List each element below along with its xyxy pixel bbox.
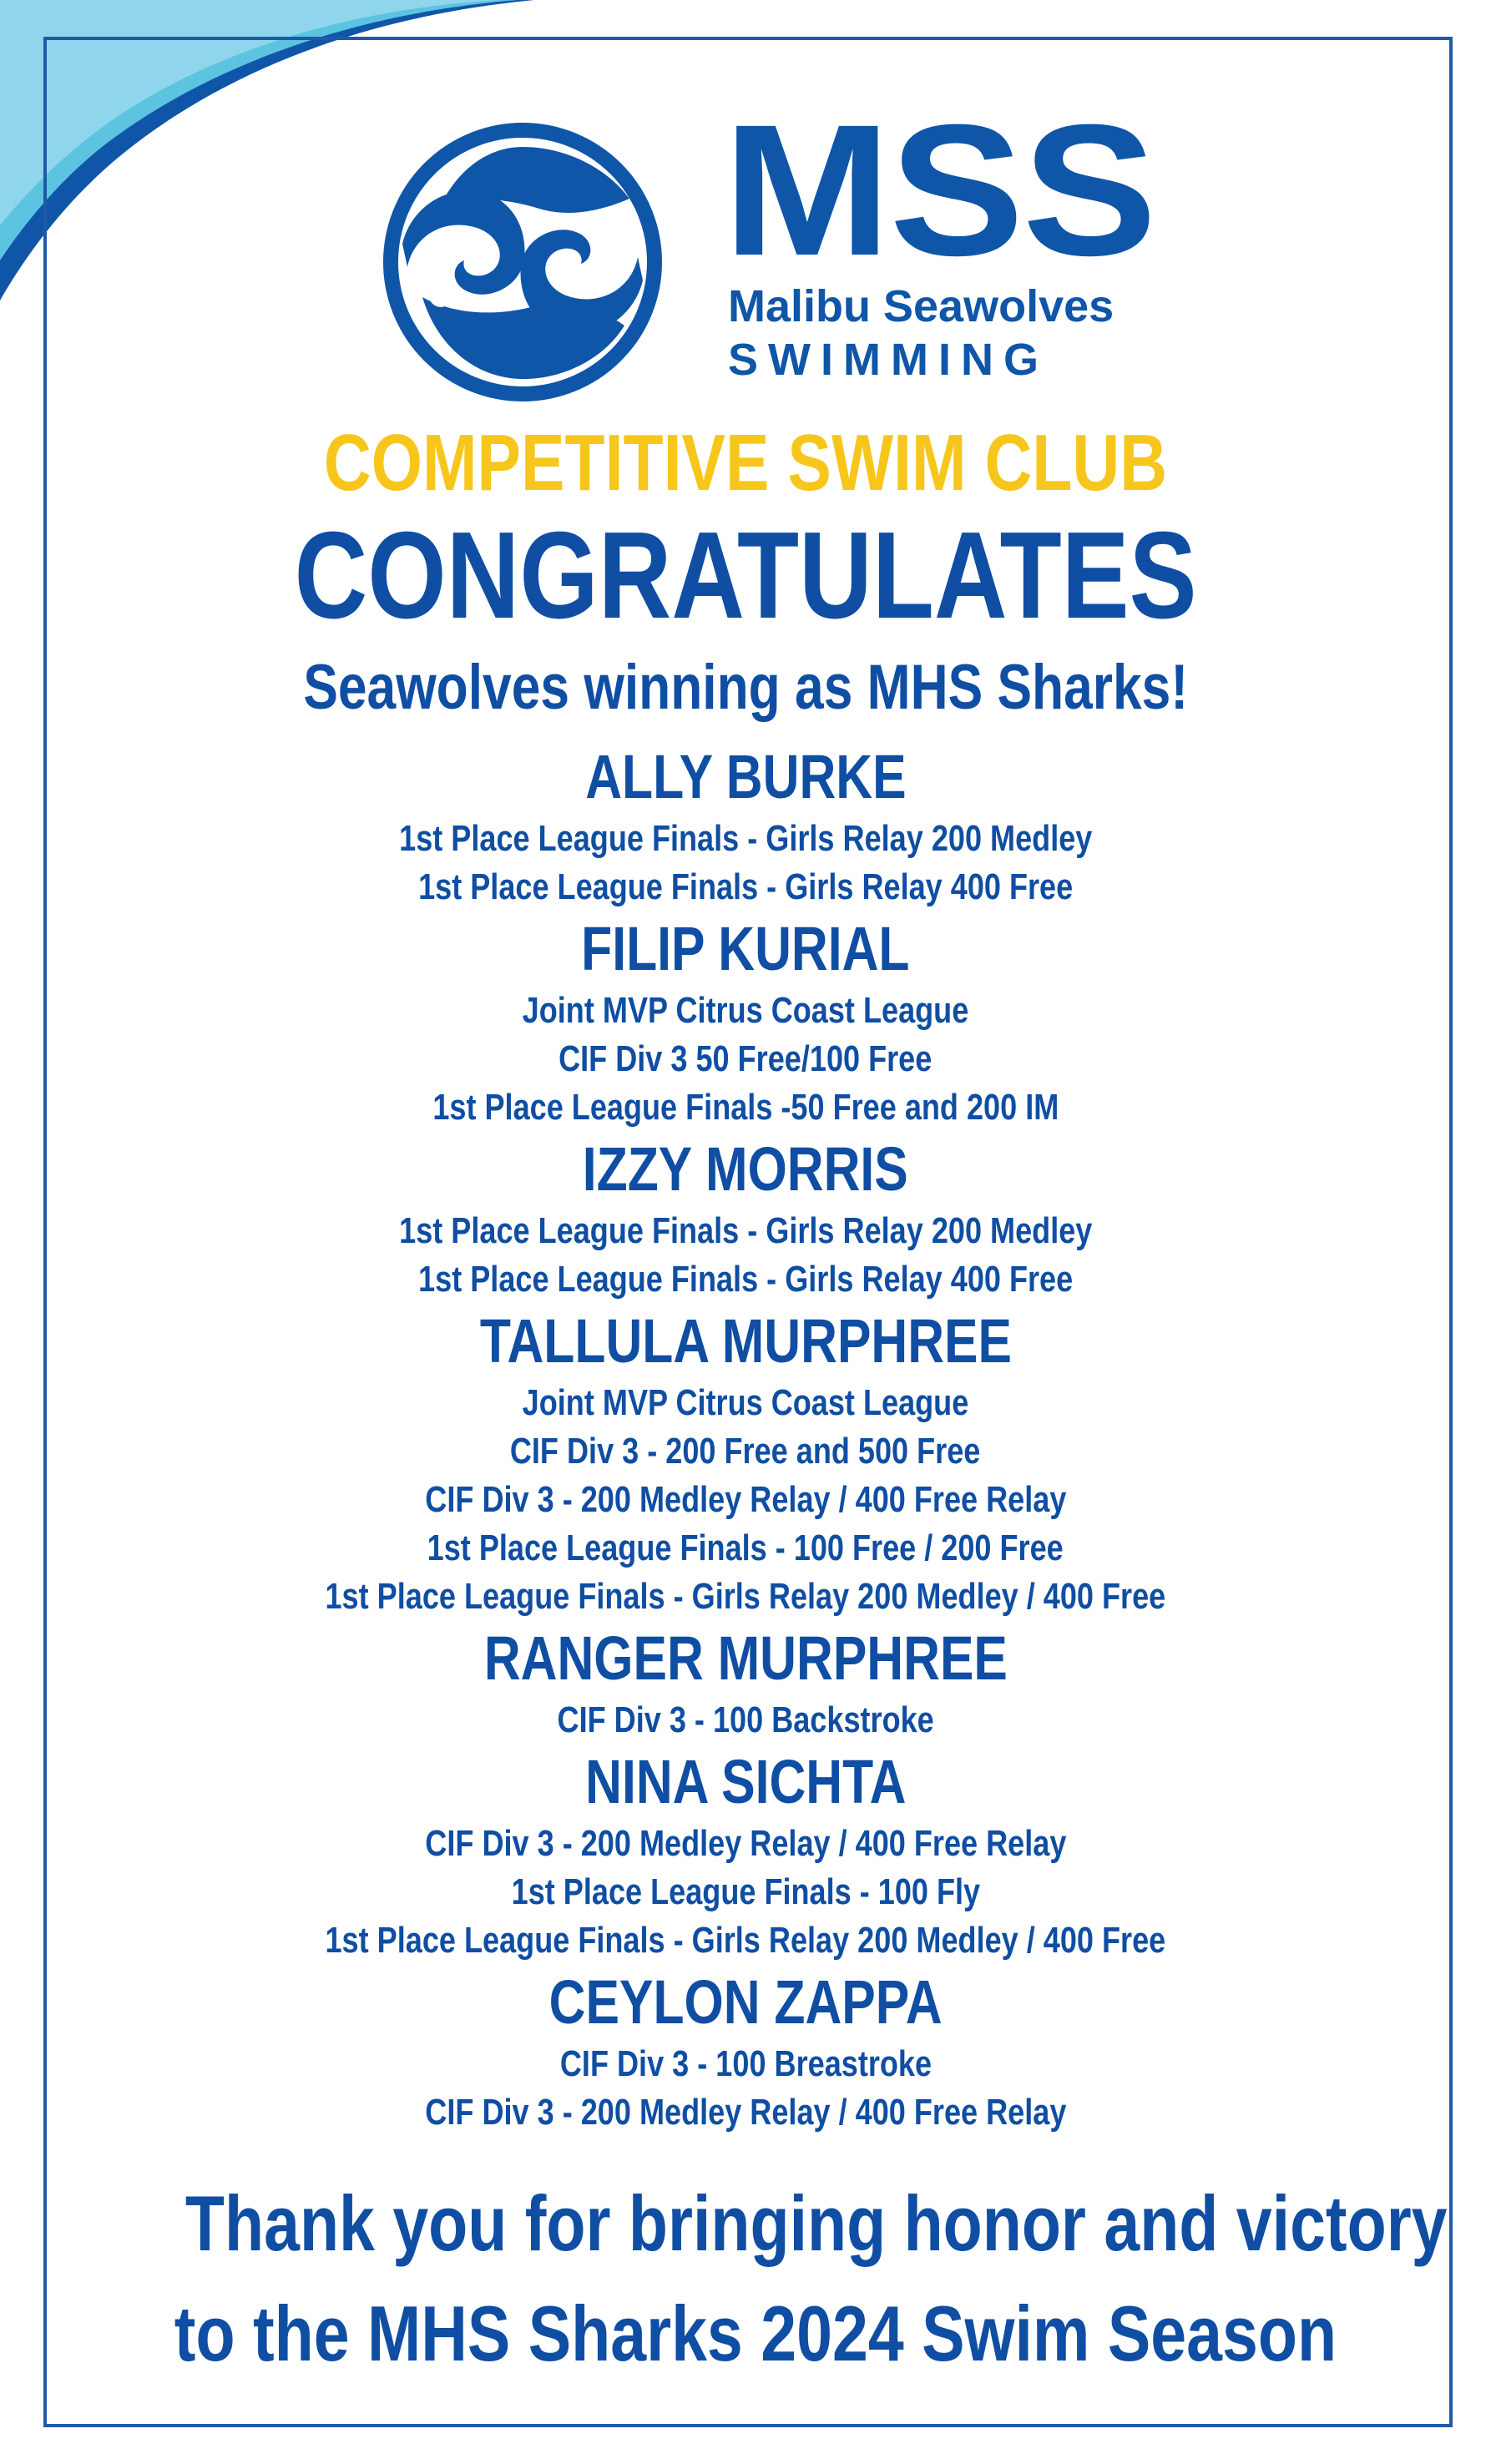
achievement-row — [47, 1696, 1444, 1744]
achievement-text: 1st Place League Finals - Girls Relay 400 Free — [417, 1259, 1074, 1300]
achievement-text: Joint MVP Citrus Coast League — [522, 990, 969, 1031]
achievement-row — [47, 1207, 1444, 1255]
achievement-text: Joint MVP Citrus Coast League — [522, 1382, 969, 1423]
achievement-text: 1st Place League Finals - 100 Free / 200 Free — [427, 1527, 1064, 1568]
achievement-row — [47, 1083, 1444, 1132]
athlete-entry — [47, 740, 1444, 911]
achievement-text: CIF Div 3 50 Free/100 Free — [558, 1038, 933, 1079]
athlete-entry — [47, 1621, 1444, 1744]
athlete-entry — [47, 1304, 1444, 1621]
athlete-name-row — [47, 1621, 1444, 1696]
logo-sport: SWIMMING — [728, 335, 1049, 385]
achievement-row — [47, 1476, 1444, 1524]
closing-line-2: to the MHS Sharks 2024 Swim Season — [174, 2290, 1337, 2377]
logo-club-name: Malibu Seawolves — [728, 281, 1114, 331]
club-logo — [364, 86, 1182, 402]
athlete-name-row — [47, 1744, 1444, 1820]
athlete-name: NINA SICHTA — [584, 1747, 907, 1816]
achievement-text: CIF Div 3 - 100 Breastroke — [559, 2043, 932, 2084]
achievement-row — [47, 815, 1444, 863]
achievement-text: CIF Div 3 - 200 Free and 500 Free — [510, 1431, 981, 1472]
subheading — [47, 648, 1444, 728]
achievement-row — [47, 2040, 1444, 2088]
achievement-row — [47, 1255, 1444, 1304]
achievement-text: 1st Place League Finals - 100 Fly — [511, 1871, 980, 1912]
achievement-text: 1st Place League Finals - Girls Relay 200 Medley / 400 Free — [325, 1576, 1166, 1617]
athlete-name-row — [47, 1304, 1444, 1379]
achievement-text: 1st Place League Finals - Girls Relay 200 Medley — [398, 818, 1093, 859]
athlete-entry — [47, 1132, 1444, 1304]
achievement-row — [47, 2088, 1444, 2137]
club-type-text: COMPETITIVE SWIM CLUB — [323, 418, 1168, 507]
athlete-entry — [47, 911, 1444, 1132]
achievement-row — [47, 1379, 1444, 1427]
achievement-text: CIF Div 3 - 200 Medley Relay / 400 Free Relay — [424, 1823, 1067, 1864]
athlete-name: FILIP KURIAL — [581, 914, 910, 983]
athlete-name: RANGER MURPHREE — [483, 1623, 1008, 1693]
athlete-name: IZZY MORRIS — [583, 1134, 908, 1204]
announcement-content — [47, 417, 1448, 2389]
athlete-name-row — [47, 740, 1444, 815]
achievement-text: 1st Place League Finals -50 Free and 200 IM — [432, 1087, 1059, 1128]
achievement-text: CIF Div 3 - 100 Backstroke — [557, 1699, 934, 1740]
headline — [47, 509, 1444, 643]
achievement-row — [47, 1524, 1444, 1573]
achievement-row — [47, 1035, 1444, 1083]
headline-text: CONGRATULATES — [294, 507, 1197, 644]
athlete-name: TALLULA MURPHREE — [479, 1306, 1012, 1376]
achievement-text: CIF Div 3 - 200 Medley Relay / 400 Free Relay — [424, 1479, 1067, 1520]
achievement-text: 1st Place League Finals - Girls Relay 200 Medley — [398, 1210, 1093, 1251]
achievement-text: 1st Place League Finals - Girls Relay 400 Free — [417, 866, 1074, 907]
athlete-name-row — [47, 1965, 1444, 2040]
athlete-name: ALLY BURKE — [584, 742, 907, 811]
athlete-name-row — [47, 911, 1444, 987]
achievement-row — [47, 1916, 1444, 1965]
club-type-heading — [47, 417, 1444, 509]
athlete-entry — [47, 1744, 1444, 1965]
athlete-name-row — [47, 1132, 1444, 1207]
closing-line-1: Thank you for bringing honor and victory — [184, 2179, 1448, 2267]
achievement-row — [47, 863, 1444, 911]
achievement-text: 1st Place League Finals - Girls Relay 200 Medley / 400 Free — [325, 1920, 1166, 1961]
achievement-row — [47, 987, 1444, 1035]
achievement-row — [47, 1427, 1444, 1476]
athlete-name: CEYLON ZAPPA — [548, 1967, 943, 2037]
athlete-list — [47, 740, 1444, 2137]
achievement-row — [47, 1820, 1444, 1868]
wave-circle-icon — [364, 119, 698, 402]
closing-message — [47, 2169, 1448, 2389]
achievement-row — [47, 1573, 1444, 1621]
logo-acronym: MSS — [723, 86, 1155, 295]
athlete-entry — [47, 1965, 1444, 2137]
achievement-row — [47, 1868, 1444, 1916]
subheading-text: Seawolves winning as MHS Sharks! — [303, 652, 1188, 723]
achievement-text: CIF Div 3 - 200 Medley Relay / 400 Free Relay — [424, 2092, 1067, 2133]
